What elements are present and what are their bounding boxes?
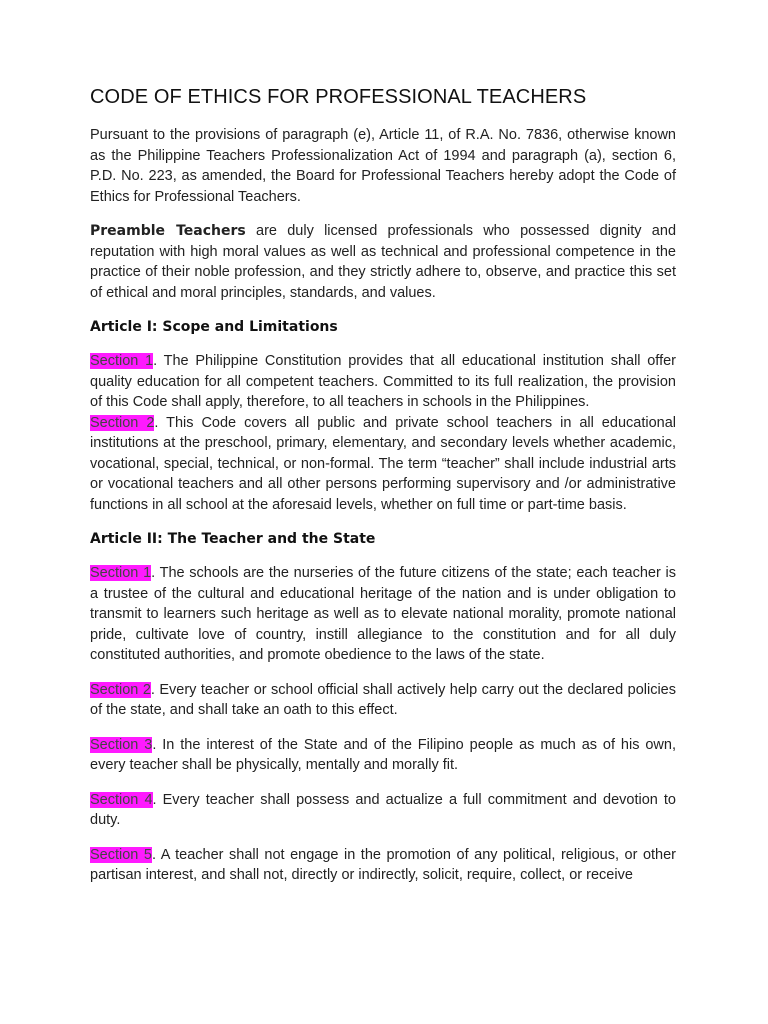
section-text: . The Philippine Constitution provides that all educational institution shall offer quality education for all competent teachers. Committed to its full realization, the provision of this Code shall apply, therefore, to all teachers in schools in the Philippines. <box>90 353 676 410</box>
preamble-lead: Preamble Teachers <box>90 223 246 239</box>
article-2-heading: Article II: The Teacher and the State <box>90 531 376 547</box>
section-text: . In the interest of the State and of the Filipino people as much as of his own, every teacher shall be physically, mentally and morally fit. <box>90 736 676 773</box>
section-text: . The schools are the nurseries of the future citizens of the state; each teacher is a trustee of the cultural and educational heritage of the nation and is under obligation to transmit to learners such heritage as well as to elevate national morality, promote national pride, cultivate love of country, instill allegiance to the constitution and for all duly constituted authorities, and promote obedience to the laws of the state. <box>90 565 676 663</box>
intro-paragraph: Pursuant to the provisions of paragraph (e), Article 11, of R.A. No. 7836, otherwise known as the Philippine Teachers Professionalization Act of 1994 and paragraph (a), section 6, P.D. No. 223, as amended, the Board for Professional Teachers hereby adopt the Code of Ethics for Professional Teachers. <box>90 127 676 205</box>
article-1-section-2 <box>90 413 676 516</box>
article-2-section-2 <box>90 680 676 721</box>
section-label-highlight: Section 3 <box>90 736 153 753</box>
document-title: CODE OF ETHICS FOR PROFESSIONAL TEACHERS <box>90 86 587 108</box>
article-2-section-1 <box>90 563 676 666</box>
section-label-highlight: Section 4 <box>90 791 153 808</box>
section-text: . Every teacher or school official shall actively help carry out the declared policies of the state, and shall take an oath to this effect. <box>90 681 676 718</box>
preamble-text: are duly licensed professionals who possessed dignity and reputation with high moral values as well as technical and professional competence in the practice of their noble profession, and they strictly adhere to, observe, and practice this set of ethical and moral principles, standards, and values. <box>90 223 677 301</box>
article-2-section-4 <box>90 790 676 831</box>
section-label-highlight: Section 5 <box>90 846 152 863</box>
section-label-highlight: Section 1 <box>90 565 152 581</box>
article-2-section-5 <box>90 845 676 886</box>
section-label-highlight: Section 1 <box>90 353 154 369</box>
section-text: . Every teacher shall possess and actualize a full commitment and devotion to duty. <box>90 791 676 828</box>
section-label-highlight: Section 2 <box>90 414 155 431</box>
preamble-paragraph <box>90 221 676 303</box>
article-1-heading: Article I: Scope and Limitations <box>90 319 338 335</box>
section-label-highlight: Section 2 <box>90 681 151 698</box>
section-text: . This Code covers all public and private school teachers in all educational institutions at the preschool, primary, elementary, and secondary levels whether academic, vocational, special, technical, or non-formal. The term “teacher” shall include industrial arts or vocational teachers and all other persons performing supervisory and /or administrative functions in all school at the aforesaid levels, whether on full time or part-time basis. <box>90 414 676 513</box>
article-1-section-1 <box>90 351 676 413</box>
article-2-section-3 <box>90 735 676 776</box>
document-page <box>90 86 676 886</box>
section-text: . A teacher shall not engage in the promotion of any political, religious, or other partisan interest, and shall not, directly or indirectly, solicit, require, collect, or receive <box>90 846 676 883</box>
